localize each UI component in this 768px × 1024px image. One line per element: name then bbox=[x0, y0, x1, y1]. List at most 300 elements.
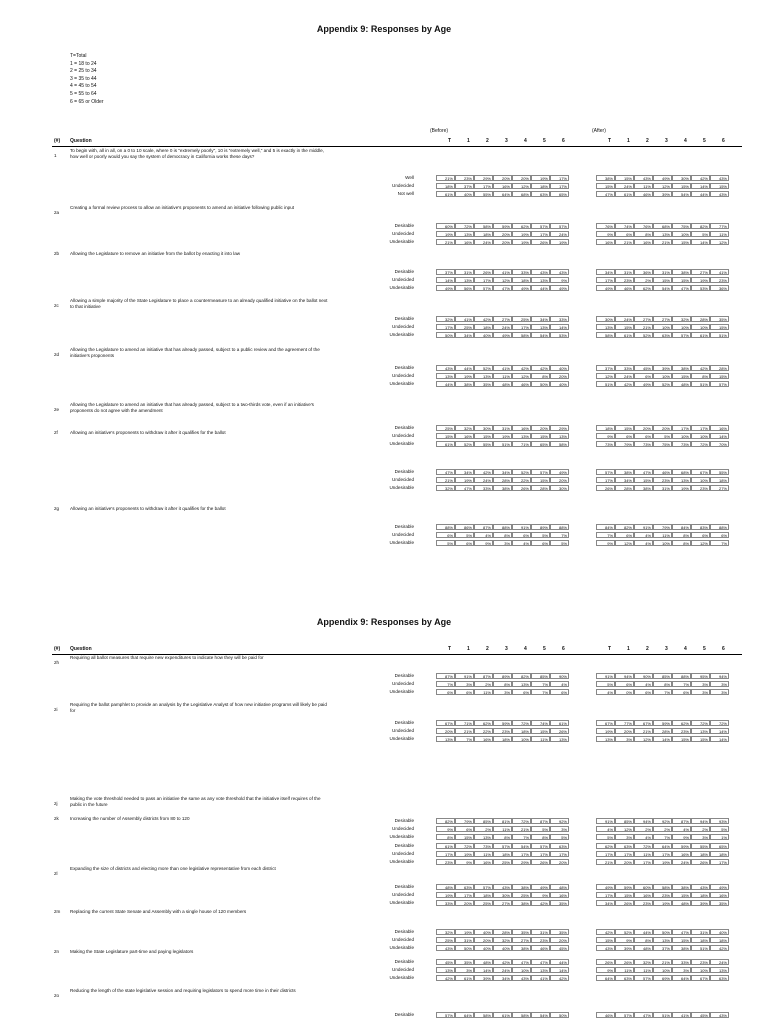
table-cell-after: 40% bbox=[710, 929, 729, 935]
table-cell-before: 46% bbox=[512, 381, 531, 387]
table-cell-before: 19% bbox=[493, 433, 512, 439]
table-cell-before: 38% bbox=[455, 381, 474, 387]
table-cell-after: 16% bbox=[710, 892, 729, 898]
response-label: Desirable bbox=[394, 316, 414, 321]
question-number: 2c bbox=[54, 303, 59, 308]
table-cell-before: 47% bbox=[436, 469, 455, 475]
table-cell-before: 42% bbox=[474, 316, 493, 322]
table-cell-before: 34% bbox=[455, 469, 474, 475]
table-cell-after: 15% bbox=[672, 239, 691, 245]
table-cell-after: 15% bbox=[596, 937, 615, 943]
table-cell-before: 21% bbox=[512, 826, 531, 832]
table-cell-before: 55% bbox=[474, 441, 493, 447]
table-cell-before: 28% bbox=[493, 929, 512, 935]
table-cell-before: 48% bbox=[474, 959, 493, 965]
table-cell-after: 41% bbox=[672, 1012, 691, 1018]
table-cell-after: 19% bbox=[653, 859, 672, 865]
table-cell-after: 3% bbox=[691, 681, 710, 687]
table-cell-after: 51% bbox=[710, 332, 729, 338]
question-text: Making the State Legislature part-time and paying legislators bbox=[70, 949, 194, 954]
table-cell-after: 3% bbox=[691, 689, 710, 695]
col-header-before: 5 bbox=[543, 646, 546, 652]
response-label: Undesirable bbox=[389, 539, 414, 545]
table-cell-after: 4% bbox=[596, 689, 615, 695]
table-cell-before: 15% bbox=[531, 477, 550, 483]
table-cell-after: 93% bbox=[710, 818, 729, 824]
table-cell-after: 24% bbox=[710, 959, 729, 965]
response-label: Well bbox=[405, 175, 414, 180]
table-cell-before: 23% bbox=[493, 728, 512, 734]
table-cell-after: 19% bbox=[672, 485, 691, 491]
table-cell-after: 36% bbox=[710, 285, 729, 291]
table-cell-before: 13% bbox=[512, 681, 531, 687]
table-cell-before: 32% bbox=[436, 485, 455, 491]
table-cell-before: 20% bbox=[550, 477, 569, 483]
table-cell-after: 26% bbox=[596, 485, 615, 491]
table-cell-before: 15% bbox=[531, 728, 550, 734]
response-label: Undecided bbox=[392, 432, 414, 438]
table-cell-after: 58% bbox=[596, 332, 615, 338]
table-cell-before: 22% bbox=[512, 477, 531, 483]
response-label: Undecided bbox=[392, 230, 414, 236]
table-cell-after: 14% bbox=[710, 736, 729, 742]
table-cell-before: 44% bbox=[455, 365, 474, 371]
table-cell-before: 15% bbox=[436, 433, 455, 439]
table-cell-before: 72% bbox=[455, 843, 474, 849]
table-cell-before: 17% bbox=[550, 851, 569, 857]
table-cell-before: 52% bbox=[455, 441, 474, 447]
table-cell-after: 91% bbox=[596, 818, 615, 824]
table-cell-after: 21% bbox=[634, 728, 653, 734]
table-cell-before: 54% bbox=[512, 843, 531, 849]
table-cell-before: 13% bbox=[531, 967, 550, 973]
table-cell-before: 2% bbox=[474, 681, 493, 687]
table-cell-after: 38% bbox=[672, 365, 691, 371]
table-cell-after: 28% bbox=[615, 485, 634, 491]
table-cell-after: 17% bbox=[596, 851, 615, 857]
table-cell-before: 49% bbox=[436, 285, 455, 291]
table-cell-before: 43% bbox=[550, 269, 569, 275]
table-cell-before: 48% bbox=[493, 381, 512, 387]
table-cell-after: 16% bbox=[596, 239, 615, 245]
table-cell-after: 12% bbox=[615, 826, 634, 832]
table-cell-before: 32% bbox=[493, 937, 512, 943]
table-cell-after: 8% bbox=[653, 681, 672, 687]
table-cell-after: 38% bbox=[634, 485, 653, 491]
response-label: Undecided bbox=[392, 476, 414, 482]
col-header-before: 6 bbox=[562, 138, 565, 144]
table-cell-before: 30% bbox=[493, 892, 512, 898]
table-cell-before: 10% bbox=[512, 967, 531, 973]
table-cell-before: 5% bbox=[436, 540, 455, 546]
table-cell-before: 18% bbox=[436, 183, 455, 189]
table-cell-before: 20% bbox=[493, 239, 512, 245]
table-cell-before: 19% bbox=[455, 851, 474, 857]
table-cell-after: 48% bbox=[634, 945, 653, 951]
table-cell-after: 21% bbox=[653, 239, 672, 245]
table-cell-before: 9% bbox=[455, 859, 474, 865]
table-cell-after: 48% bbox=[672, 900, 691, 906]
table-cell-after: 42% bbox=[691, 365, 710, 371]
table-cell-after: 58% bbox=[653, 884, 672, 890]
table-cell-before: 50% bbox=[436, 332, 455, 338]
table-cell-after: 59% bbox=[653, 720, 672, 726]
table-cell-after: 18% bbox=[691, 892, 710, 898]
table-cell-after: 5% bbox=[691, 231, 710, 237]
table-cell-after: 6% bbox=[634, 373, 653, 379]
table-cell-before: 87% bbox=[474, 524, 493, 530]
table-cell-before: 87% bbox=[436, 673, 455, 679]
table-cell-before: 17% bbox=[550, 175, 569, 181]
table-cell-before: 24% bbox=[550, 231, 569, 237]
table-cell-after: 4% bbox=[634, 540, 653, 546]
table-cell-after: 36% bbox=[634, 269, 653, 275]
table-cell-after: 7% bbox=[596, 532, 615, 538]
table-cell-before: 16% bbox=[512, 425, 531, 431]
legend-item: 1 = 18 to 24 bbox=[70, 60, 97, 67]
response-label: Undesirable bbox=[389, 944, 414, 950]
response-label: Undecided bbox=[392, 966, 414, 972]
table-cell-after: 43% bbox=[710, 191, 729, 197]
table-cell-before: 17% bbox=[512, 324, 531, 330]
table-cell-after: 13% bbox=[672, 477, 691, 483]
table-cell-after: 63% bbox=[615, 843, 634, 849]
table-cell-after: 47% bbox=[634, 469, 653, 475]
table-cell-after: 72% bbox=[691, 441, 710, 447]
table-cell-after: 10% bbox=[653, 324, 672, 330]
table-cell-after: 18% bbox=[710, 851, 729, 857]
table-cell-after: 6% bbox=[691, 532, 710, 538]
question-number: 1 bbox=[54, 153, 57, 158]
table-cell-after: 19% bbox=[691, 277, 710, 283]
response-label: Desirable bbox=[394, 720, 414, 725]
table-cell-before: 7% bbox=[455, 736, 474, 742]
table-cell-after: 10% bbox=[691, 324, 710, 330]
table-cell-after: 67% bbox=[691, 469, 710, 475]
table-cell-after: 76% bbox=[596, 223, 615, 229]
table-cell-before: 55% bbox=[474, 191, 493, 197]
table-cell-after: 20% bbox=[615, 728, 634, 734]
table-cell-after: 4% bbox=[634, 834, 653, 840]
question-number: 2a bbox=[54, 210, 60, 215]
table-cell-after: 18% bbox=[596, 425, 615, 431]
response-label: Undecided bbox=[392, 531, 414, 537]
table-cell-before: 3% bbox=[550, 826, 569, 832]
table-cell-after: 46% bbox=[634, 191, 653, 197]
table-cell-before: 13% bbox=[436, 373, 455, 379]
table-cell-after: 21% bbox=[653, 959, 672, 965]
table-cell-after: 87% bbox=[672, 818, 691, 824]
table-cell-after: 30% bbox=[596, 316, 615, 322]
table-cell-after: 59% bbox=[672, 843, 691, 849]
table-cell-after: 52% bbox=[615, 929, 634, 935]
table-cell-after: 23% bbox=[710, 277, 729, 283]
after-label: (After) bbox=[592, 128, 606, 134]
legend-item: 4 = 45 to 54 bbox=[70, 83, 97, 90]
table-cell-after: 43% bbox=[634, 175, 653, 181]
table-cell-after: 15% bbox=[596, 183, 615, 189]
table-cell-after: 90% bbox=[634, 673, 653, 679]
table-cell-after: 76% bbox=[634, 223, 653, 229]
response-label: Undesirable bbox=[389, 331, 414, 337]
table-cell-after: 33% bbox=[672, 959, 691, 965]
response-label: Undesirable bbox=[389, 484, 414, 490]
table-cell-after: 45% bbox=[634, 365, 653, 371]
table-cell-before: 20% bbox=[512, 175, 531, 181]
table-cell-before: 27% bbox=[493, 900, 512, 906]
table-cell-after: 39% bbox=[653, 191, 672, 197]
question-text: Allowing a simple majority of the State Legislature to place a countermeasure to an already qualified initiative on the ballot next to that initiative bbox=[70, 298, 328, 309]
table-cell-after: 15% bbox=[691, 736, 710, 742]
table-cell-before: 19% bbox=[455, 373, 474, 379]
col-header-after: 6 bbox=[722, 646, 725, 652]
table-cell-after: 77% bbox=[615, 720, 634, 726]
table-cell-after: 9% bbox=[615, 937, 634, 943]
question-text: Increasing the number of Assembly districts from 80 to 120 bbox=[70, 816, 190, 821]
table-cell-before: 43% bbox=[436, 365, 455, 371]
table-cell-before: 42% bbox=[531, 365, 550, 371]
table-cell-before: 61% bbox=[455, 975, 474, 981]
table-cell-after: 4% bbox=[596, 826, 615, 832]
response-label: Undecided bbox=[392, 372, 414, 378]
table-cell-after: 62% bbox=[634, 285, 653, 291]
table-cell-before: 26% bbox=[531, 859, 550, 865]
table-cell-after: 23% bbox=[691, 485, 710, 491]
table-cell-after: 67% bbox=[691, 975, 710, 981]
table-cell-after: 27% bbox=[634, 316, 653, 322]
question-header: Question bbox=[70, 138, 92, 144]
table-cell-before: 5% bbox=[550, 834, 569, 840]
table-cell-before: 9% bbox=[436, 826, 455, 832]
table-cell-before: 10% bbox=[512, 736, 531, 742]
table-cell-before: 11% bbox=[493, 373, 512, 379]
table-cell-after: 94% bbox=[615, 673, 634, 679]
table-cell-before: 26% bbox=[474, 269, 493, 275]
table-cell-after: 91% bbox=[634, 524, 653, 530]
table-cell-before: 12% bbox=[512, 373, 531, 379]
table-cell-before: 44% bbox=[531, 285, 550, 291]
table-cell-before: 38% bbox=[512, 945, 531, 951]
table-cell-after: 4% bbox=[634, 532, 653, 538]
response-label: Desirable bbox=[394, 843, 414, 848]
table-cell-after: 20% bbox=[653, 425, 672, 431]
table-cell-after: 57% bbox=[615, 1012, 634, 1018]
table-cell-before: 29% bbox=[474, 175, 493, 181]
table-cell-after: 85% bbox=[653, 673, 672, 679]
table-cell-before: 19% bbox=[455, 929, 474, 935]
question-number: 2l bbox=[54, 871, 58, 876]
table-cell-after: 24% bbox=[672, 859, 691, 865]
table-cell-before: 11% bbox=[474, 851, 493, 857]
table-cell-before: 35% bbox=[512, 929, 531, 935]
table-cell-before: 5% bbox=[531, 826, 550, 832]
question-text: Reducing the length of the state legislative session and requiring legislators to spend more time in their districts bbox=[70, 988, 296, 993]
response-label: Undesirable bbox=[389, 238, 414, 244]
question-number: 2o bbox=[54, 993, 60, 998]
table-cell-before: 14% bbox=[550, 324, 569, 330]
question-text: Making the vote threshold needed to pass an initiative the same as any vote threshold that the initiative itself requires of the public in the future bbox=[70, 796, 321, 807]
table-cell-before: 29% bbox=[512, 859, 531, 865]
table-cell-after: 12% bbox=[634, 736, 653, 742]
table-cell-after: 65% bbox=[710, 843, 729, 849]
table-cell-after: 2% bbox=[634, 277, 653, 283]
table-cell-before: 35% bbox=[474, 381, 493, 387]
table-cell-after: 18% bbox=[691, 851, 710, 857]
table-cell-after: 15% bbox=[710, 373, 729, 379]
table-cell-after: 6% bbox=[615, 231, 634, 237]
table-cell-after: 79% bbox=[653, 524, 672, 530]
table-cell-after: 33% bbox=[615, 365, 634, 371]
col-header-after: 3 bbox=[665, 138, 668, 144]
table-cell-before: 87% bbox=[531, 818, 550, 824]
table-cell-before: 9% bbox=[531, 892, 550, 898]
table-cell-before: 40% bbox=[455, 191, 474, 197]
table-cell-before: 57% bbox=[531, 223, 550, 229]
response-label: Undecided bbox=[392, 182, 414, 188]
table-cell-after: 92% bbox=[653, 818, 672, 824]
table-cell-before: 25% bbox=[436, 425, 455, 431]
question-number: 2n bbox=[54, 949, 60, 954]
table-cell-after: 23% bbox=[634, 900, 653, 906]
table-cell-after: 42% bbox=[596, 929, 615, 935]
table-cell-before: 48% bbox=[550, 884, 569, 890]
table-cell-after: 50% bbox=[653, 929, 672, 935]
table-cell-after: 43% bbox=[596, 945, 615, 951]
table-cell-before: 37% bbox=[436, 269, 455, 275]
table-cell-before: 57% bbox=[550, 223, 569, 229]
table-cell-after: 17% bbox=[596, 892, 615, 898]
table-cell-before: 15% bbox=[531, 433, 550, 439]
table-cell-after: 61% bbox=[615, 332, 634, 338]
response-label: Desirable bbox=[394, 929, 414, 934]
table-cell-after: 6% bbox=[710, 532, 729, 538]
table-cell-before: 15% bbox=[474, 433, 493, 439]
question-header: Question bbox=[70, 646, 92, 652]
table-cell-before: 35% bbox=[455, 959, 474, 965]
col-header-before: 1 bbox=[467, 646, 470, 652]
table-cell-before: 72% bbox=[512, 720, 531, 726]
table-cell-after: 85% bbox=[615, 818, 634, 824]
table-cell-before: 41% bbox=[531, 975, 550, 981]
table-cell-after: 54% bbox=[653, 285, 672, 291]
table-cell-after: 4% bbox=[672, 826, 691, 832]
table-cell-after: 15% bbox=[634, 477, 653, 483]
question-number: 2d bbox=[54, 352, 60, 357]
table-cell-before: 30% bbox=[474, 425, 493, 431]
table-cell-before: 7% bbox=[512, 834, 531, 840]
table-cell-after: 24% bbox=[615, 373, 634, 379]
table-cell-before: 16% bbox=[493, 183, 512, 189]
table-cell-before: 4% bbox=[474, 532, 493, 538]
table-cell-before: 16% bbox=[474, 736, 493, 742]
table-cell-before: 13% bbox=[455, 231, 474, 237]
question-number: 2h bbox=[54, 660, 60, 665]
table-cell-after: 13% bbox=[596, 736, 615, 742]
table-cell-before: 30% bbox=[550, 485, 569, 491]
table-cell-before: 65% bbox=[550, 191, 569, 197]
table-cell-after: 2% bbox=[634, 826, 653, 832]
before-label: (Before) bbox=[430, 128, 449, 134]
table-cell-after: 31% bbox=[691, 929, 710, 935]
response-label: Undesirable bbox=[389, 899, 414, 905]
response-label: Desirable bbox=[394, 469, 414, 474]
table-cell-before: 33% bbox=[550, 316, 569, 322]
table-cell-before: 17% bbox=[436, 851, 455, 857]
table-cell-after: 17% bbox=[653, 851, 672, 857]
response-label: Undecided bbox=[392, 727, 414, 733]
table-cell-after: 15% bbox=[653, 277, 672, 283]
response-label: Undesirable bbox=[389, 688, 414, 694]
table-cell-after: 18% bbox=[710, 477, 729, 483]
response-label: Undecided bbox=[392, 323, 414, 329]
table-cell-after: 21% bbox=[634, 324, 653, 330]
table-cell-after: 6% bbox=[672, 689, 691, 695]
table-cell-before: 92% bbox=[550, 818, 569, 824]
table-cell-before: 53% bbox=[550, 332, 569, 338]
table-cell-after: 15% bbox=[672, 277, 691, 283]
table-cell-after: 73% bbox=[672, 441, 691, 447]
table-cell-before: 28% bbox=[531, 485, 550, 491]
table-cell-before: 14% bbox=[436, 277, 455, 283]
table-cell-before: 79% bbox=[455, 818, 474, 824]
table-cell-before: 91% bbox=[512, 524, 531, 530]
table-cell-before: 88% bbox=[436, 524, 455, 530]
table-cell-after: 11% bbox=[634, 967, 653, 973]
table-cell-after: 11% bbox=[615, 967, 634, 973]
response-label: Desirable bbox=[394, 223, 414, 228]
table-cell-before: 42% bbox=[436, 975, 455, 981]
table-cell-after: 64% bbox=[596, 975, 615, 981]
table-cell-after: 46% bbox=[653, 469, 672, 475]
col-header-after: 2 bbox=[646, 138, 649, 144]
table-cell-before: 12% bbox=[512, 183, 531, 189]
table-cell-before: 17% bbox=[531, 851, 550, 857]
question-text: Allowing an initiative's proponents to withdraw it after it qualifies for the ballot bbox=[70, 506, 226, 511]
table-cell-after: 8% bbox=[634, 231, 653, 237]
col-header-after: T bbox=[608, 138, 612, 144]
response-label: Undesirable bbox=[389, 858, 414, 864]
table-cell-before: 13% bbox=[474, 373, 493, 379]
col-header-before: T bbox=[448, 646, 452, 652]
table-cell-after: 11% bbox=[653, 532, 672, 538]
table-cell-before: 47% bbox=[531, 959, 550, 965]
table-cell-after: 27% bbox=[653, 316, 672, 322]
table-cell-after: 10% bbox=[653, 373, 672, 379]
table-cell-before: 39% bbox=[474, 975, 493, 981]
table-cell-before: 42% bbox=[493, 959, 512, 965]
table-cell-after: 26% bbox=[691, 859, 710, 865]
table-cell-after: 13% bbox=[691, 728, 710, 734]
table-cell-before: 52% bbox=[512, 469, 531, 475]
table-cell-after: 35% bbox=[710, 316, 729, 322]
table-cell-after: 39% bbox=[653, 365, 672, 371]
table-cell-before: 19% bbox=[512, 239, 531, 245]
table-cell-before: 59% bbox=[493, 223, 512, 229]
table-cell-before: 49% bbox=[493, 332, 512, 338]
table-cell-after: 7% bbox=[710, 540, 729, 546]
table-cell-after: 10% bbox=[672, 324, 691, 330]
table-cell-after: 9% bbox=[672, 834, 691, 840]
table-cell-after: 52% bbox=[634, 332, 653, 338]
col-header-after: 4 bbox=[684, 646, 687, 652]
response-label: Desirable bbox=[394, 269, 414, 274]
table-cell-before: 52% bbox=[474, 365, 493, 371]
table-cell-after: 57% bbox=[596, 469, 615, 475]
col-header-after: 5 bbox=[703, 646, 706, 652]
table-cell-before: 20% bbox=[493, 231, 512, 237]
col-header-after: 6 bbox=[722, 138, 725, 144]
table-cell-after: 16% bbox=[710, 425, 729, 431]
